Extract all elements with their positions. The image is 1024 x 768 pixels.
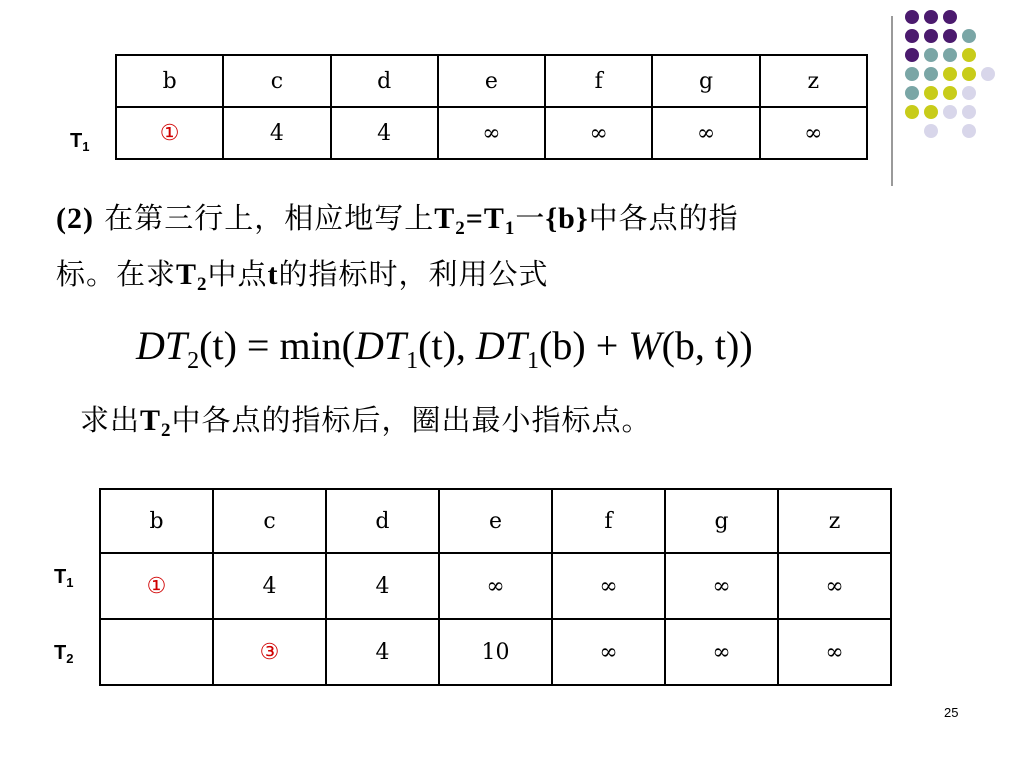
table1-header-cell: b — [116, 55, 223, 107]
decorative-dot — [924, 29, 938, 43]
table1-cell: 4 — [331, 107, 438, 159]
table2-cell: 4 — [326, 553, 439, 619]
table2-row-label-t1: $T_1$ — [54, 566, 74, 590]
table2-cell: ∞ — [552, 619, 665, 685]
decorative-dot — [924, 124, 938, 138]
table2-cell: ∞ — [439, 553, 552, 619]
table1-header-cell: f — [545, 55, 652, 107]
table2-header-cell: b — [100, 489, 213, 553]
table2-header-cell: e — [439, 489, 552, 553]
decorative-dot — [962, 67, 976, 81]
table1-header-cell: e — [438, 55, 545, 107]
decorative-dot — [924, 67, 938, 81]
decorative-dot — [924, 105, 938, 119]
table2-cell: ∞ — [778, 619, 891, 685]
table2-header-cell: f — [552, 489, 665, 553]
paragraph2: 求出$T_2$中各点的指标后，圈出最小指标点。 — [80, 403, 652, 441]
decorative-dot-grid — [905, 10, 1015, 170]
table2-cell: ∞ — [665, 553, 778, 619]
decorative-dot — [905, 86, 919, 100]
decorative-dot — [943, 105, 957, 119]
table1-header-cell: z — [760, 55, 867, 107]
table1-header-row — [116, 55, 867, 107]
decorative-dot — [905, 105, 919, 119]
table1 — [115, 54, 868, 160]
paragraph1-line2: 标。在求$T_2$中点t的指标时，利用公式 — [56, 257, 549, 295]
table1-cell: ∞ — [652, 107, 759, 159]
table2 — [99, 488, 892, 686]
decorative-dot — [924, 48, 938, 62]
decorative-dot — [943, 48, 957, 62]
table2-row-label-t2: $T_2$ — [54, 642, 74, 666]
decorative-dot — [905, 10, 919, 24]
table2-cell — [100, 619, 213, 685]
decorative-dot — [943, 29, 957, 43]
table2-cell: ∞ — [665, 619, 778, 685]
decorative-dot — [962, 124, 976, 138]
table2-header-cell: d — [326, 489, 439, 553]
table2-cell: ∞ — [778, 553, 891, 619]
decorative-dot — [943, 67, 957, 81]
table2-cell: 4 — [326, 619, 439, 685]
decorative-dot — [962, 105, 976, 119]
table1-row-label: $T_1$ — [70, 130, 90, 154]
table2-cell-circled: ③ — [213, 619, 326, 685]
table2-header-cell: z — [778, 489, 891, 553]
table1-header-cell: g — [652, 55, 759, 107]
table1-cell: 4 — [223, 107, 330, 159]
decorative-dot — [981, 67, 995, 81]
table1-cell: ∞ — [760, 107, 867, 159]
decorative-dot — [962, 29, 976, 43]
table1-cell: ∞ — [545, 107, 652, 159]
formula: $DT_2(t) = \min(DT_1(t)$, $DT_1(b) + W(b$, t)) — [136, 323, 753, 374]
decorative-vertical-line — [891, 16, 893, 186]
table2-cell: 10 — [439, 619, 552, 685]
decorative-dot — [962, 48, 976, 62]
decorative-dot — [905, 48, 919, 62]
decorative-dot — [943, 86, 957, 100]
paragraph1-line1: (2) 在第三行上，相应地写上$T_2=T_1$一{b}中各点的指 — [56, 201, 739, 239]
table1-header-cell: d — [331, 55, 438, 107]
decorative-dot — [962, 86, 976, 100]
decorative-dot — [943, 10, 957, 24]
table2-cell: 4 — [213, 553, 326, 619]
decorative-dot — [905, 67, 919, 81]
table2-row-t1 — [100, 553, 891, 619]
page-number: 25 — [944, 705, 959, 720]
table1-row-t1 — [116, 107, 867, 159]
decorative-dot — [924, 86, 938, 100]
table1-cell-circled: ① — [116, 107, 223, 159]
table2-cell: ∞ — [552, 553, 665, 619]
table1-cell: ∞ — [438, 107, 545, 159]
table2-header-row — [100, 489, 891, 553]
decorative-dot — [924, 10, 938, 24]
table2-header-cell: g — [665, 489, 778, 553]
table2-header-cell: c — [213, 489, 326, 553]
table2-cell-circled: ① — [100, 553, 213, 619]
decorative-dot — [905, 29, 919, 43]
table1-header-cell: c — [223, 55, 330, 107]
table2-row-t2 — [100, 619, 891, 685]
